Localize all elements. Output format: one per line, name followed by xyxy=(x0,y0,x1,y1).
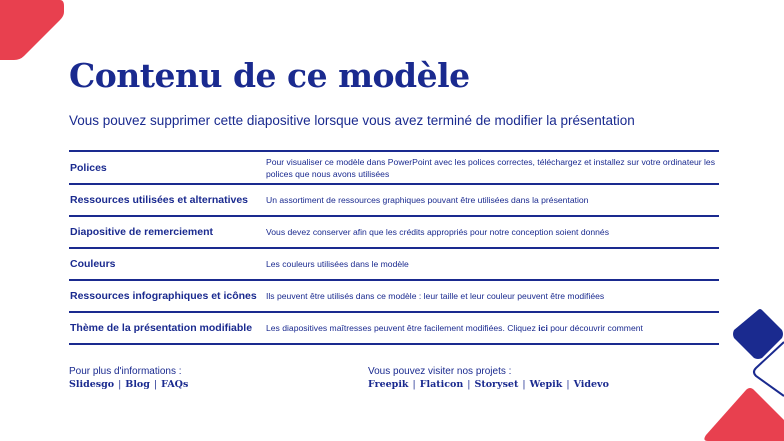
link-freepik[interactable]: Freepik xyxy=(368,379,409,390)
table-row xyxy=(69,185,719,217)
row-label: Thème de la présentation modifiable xyxy=(70,322,253,334)
row-label: Diapositive de remerciement xyxy=(70,226,213,238)
row-description: Les couleurs utilisées dans le modèle xyxy=(266,259,409,269)
link-slidesgo[interactable]: Slidesgo xyxy=(69,379,115,390)
content-table xyxy=(69,150,719,345)
footer-projects xyxy=(368,366,609,390)
table-row xyxy=(69,217,719,249)
row-label: Ressources utilisées et alternatives xyxy=(70,194,249,206)
page-title: Contenu de ce modèle xyxy=(69,56,470,95)
row-description: Un assortiment de ressources graphiques pouvant être utilisées dans la présentation xyxy=(266,195,589,205)
page-subtitle: Vous pouvez supprimer cette diapositive lorsque vous avez terminé de modifier la présentation xyxy=(69,113,635,128)
decor-bottom-right-shape xyxy=(700,386,784,441)
footer-more-info xyxy=(69,366,188,390)
table-row xyxy=(69,313,719,345)
row-description xyxy=(266,322,719,334)
link-separator: | xyxy=(467,379,471,390)
link-faqs[interactable]: FAQs xyxy=(161,379,189,390)
table-row xyxy=(69,281,719,313)
link-separator: | xyxy=(118,379,122,390)
link-wepik[interactable]: Wepik xyxy=(529,379,563,390)
table-row xyxy=(69,249,719,281)
click-here-link[interactable]: ici xyxy=(538,323,548,333)
link-separator: | xyxy=(412,379,416,390)
footer-links xyxy=(368,379,609,390)
footer-heading: Pour plus d'informations : xyxy=(69,366,182,377)
link-flaticon[interactable]: Flaticon xyxy=(419,379,464,390)
row-label: Ressources infographiques et icônes xyxy=(70,290,257,302)
footer-links xyxy=(69,379,188,390)
footer-heading: Vous pouvez visiter nos projets : xyxy=(368,366,512,377)
row-description-text: pour découvrir comment xyxy=(547,323,643,333)
row-description: Vous devez conserver afin que les crédits appropriés pour notre conception soient donnés xyxy=(266,227,610,237)
link-videvo[interactable]: Videvo xyxy=(573,379,609,390)
link-separator: | xyxy=(566,379,570,390)
decor-top-left-shape xyxy=(0,0,70,62)
row-label: Polices xyxy=(70,161,107,174)
link-blog[interactable]: Blog xyxy=(125,379,150,390)
link-separator: | xyxy=(522,379,526,390)
table-row xyxy=(69,152,719,185)
link-separator: | xyxy=(153,379,158,390)
row-description-text: Les diapositives maîtresses peuvent être facilement modifiées. Cliquez xyxy=(266,323,539,333)
row-description: Ils peuvent être utilisés dans ce modèle : leur taille et leur couleur peuvent être modifiées xyxy=(266,291,605,301)
link-storyset[interactable]: Storyset xyxy=(474,379,519,390)
row-label: Couleurs xyxy=(70,258,116,270)
row-description: Pour visualiser ce modèle dans PowerPoint avec les polices correctes, téléchargez et installez sur votre ordinateur les polices que nous avons utilisées xyxy=(266,156,716,179)
